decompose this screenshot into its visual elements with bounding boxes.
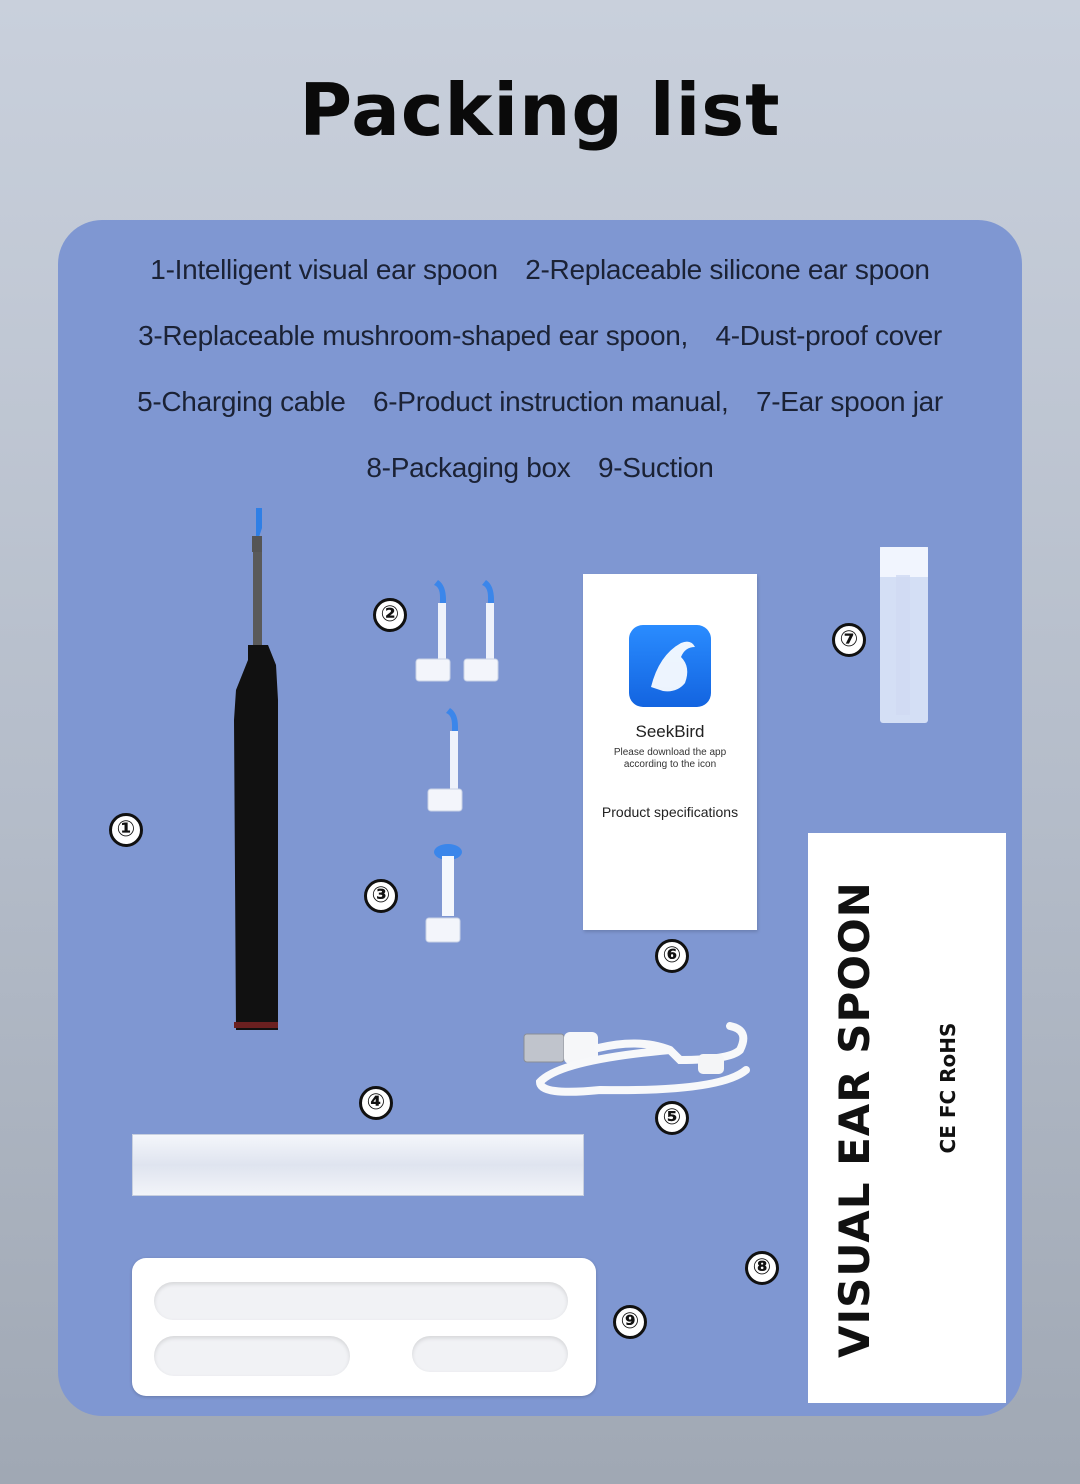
legend-item-3: 3-Replaceable mushroom-shaped ear spoon,: [138, 320, 688, 351]
silicone-spoon-3-stem: [450, 731, 458, 795]
device-probe: [253, 552, 262, 647]
bird-icon: [629, 625, 711, 707]
tray-slot-right: [412, 1336, 568, 1372]
marker-8: ⑧: [745, 1251, 779, 1285]
device-ring: [234, 1022, 278, 1028]
mushroom-ear-spoon: [418, 842, 478, 948]
silicone-spoon-1-base: [416, 659, 450, 681]
silicone-spoon-3-base: [428, 789, 462, 811]
silicone-spoon-2-base: [464, 659, 498, 681]
silicone-ear-spoon-3: [420, 705, 480, 815]
legend-line-1: [0, 254, 1080, 286]
page-title: Packing list: [299, 68, 781, 152]
legend-item-1: 1-Intelligent visual ear spoon: [150, 254, 498, 285]
legend-item-9: 9-Suction: [597, 452, 714, 483]
legend-line-3: [0, 386, 1080, 418]
silicone-spoon-2-stem: [486, 603, 494, 665]
legend-item-7: 7-Ear spoon jar: [755, 386, 943, 417]
ear-spoon-jar: [878, 545, 930, 725]
ear-spoon-device: [218, 500, 298, 1040]
app-name: SeekBird: [635, 722, 705, 741]
jar-insert: [896, 575, 910, 715]
dust-proof-cover: [132, 1134, 584, 1196]
marker-1: ①: [109, 813, 143, 847]
box-brand-text: VISUAL EAR SPOON: [830, 881, 879, 1358]
download-note: [583, 747, 757, 771]
silicone-ear-spoons: [410, 575, 510, 685]
marker-9: ⑨: [613, 1305, 647, 1339]
usb-a-plug: [524, 1034, 564, 1062]
download-note-line-2: according to the icon: [623, 759, 717, 770]
legend-item-4: 4-Dust-proof cover: [715, 320, 942, 351]
legend-item-6: 6-Product instruction manual,: [373, 386, 729, 417]
jar-cap: [880, 547, 928, 577]
marker-5: ⑤: [655, 1101, 689, 1135]
tray-slot-long: [154, 1282, 568, 1320]
legend-line-2: [0, 320, 1080, 352]
download-note-line-1: Please download the app: [613, 747, 727, 758]
mushroom-base: [426, 918, 460, 942]
legend-item-8: 8-Packaging box: [366, 452, 571, 483]
device-tip: [256, 508, 262, 540]
mushroom-stem: [442, 856, 454, 916]
marker-7: ⑦: [832, 623, 866, 657]
silicone-spoon-1-stem: [438, 603, 446, 665]
device-probe-joint: [252, 536, 262, 552]
legend-line-4: [0, 452, 1080, 484]
legend-item-2: 2-Replaceable silicone ear spoon: [525, 254, 930, 285]
marker-2: ②: [373, 598, 407, 632]
spec-label: Product specifications: [601, 804, 739, 820]
marker-3: ③: [364, 879, 398, 913]
micro-usb-plug: [698, 1054, 724, 1074]
bird-shape: [651, 642, 695, 692]
legend-item-5: 5-Charging cable: [137, 386, 346, 417]
bird-app-icon: [629, 625, 711, 707]
marker-4: ④: [359, 1086, 393, 1120]
instruction-manual: [583, 574, 757, 930]
certification-marks: CE FC RoHS: [936, 1022, 960, 1154]
packaging-box: [808, 833, 1006, 1403]
suction-tray: [132, 1258, 596, 1396]
marker-6: ⑥: [655, 939, 689, 973]
tray-slot-left: [154, 1336, 350, 1376]
device-handle: [234, 645, 278, 1030]
charging-cable: [520, 1020, 760, 1100]
